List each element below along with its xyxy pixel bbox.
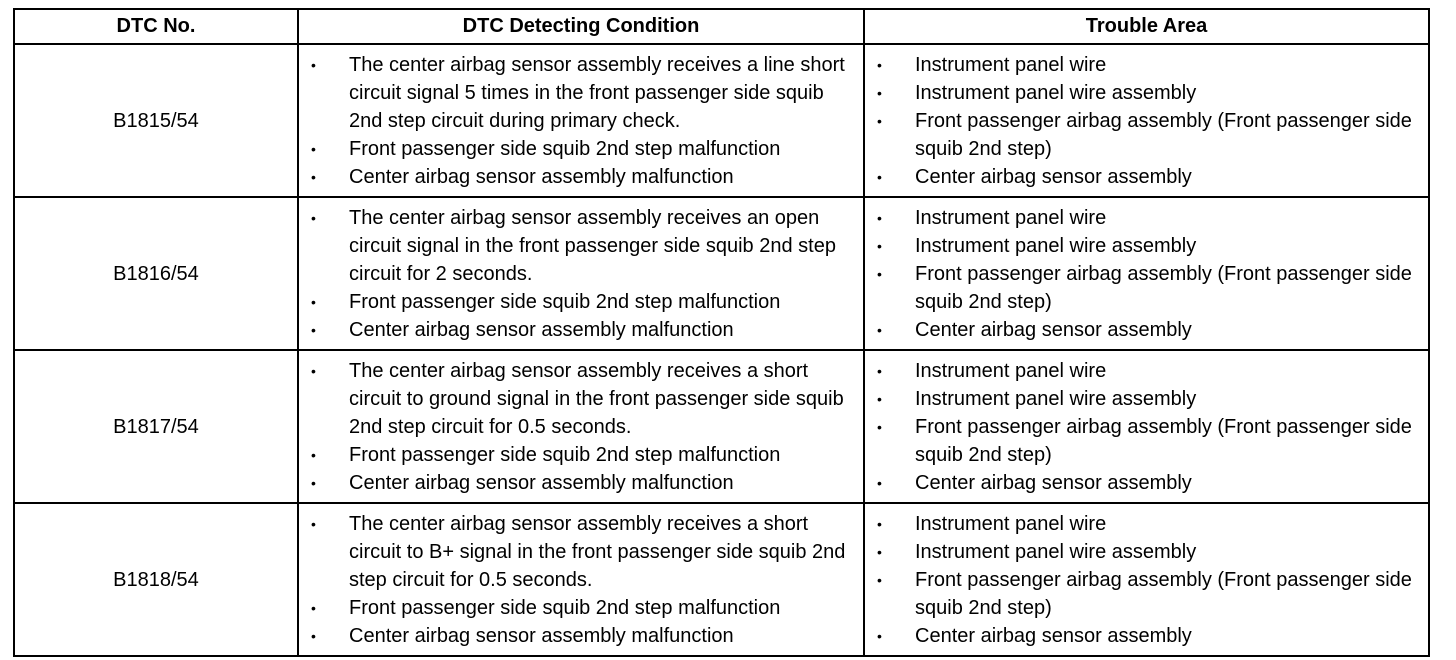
detecting-condition-cell xyxy=(298,197,864,350)
trouble-area-text: Front passenger airbag assembly (Front passenger side squib 2nd step) xyxy=(915,416,1412,466)
trouble-area-text: Center airbag sensor assembly xyxy=(915,319,1192,341)
detecting-condition-text: Center airbag sensor assembly malfunction xyxy=(349,472,734,494)
bullet-icon: • xyxy=(877,391,882,407)
detecting-condition-item xyxy=(299,441,863,469)
bullet-icon: • xyxy=(877,113,882,129)
trouble-area-item xyxy=(865,538,1428,566)
trouble-area-cell xyxy=(864,503,1429,656)
trouble-area-list xyxy=(865,51,1428,191)
detecting-condition-item xyxy=(299,357,863,441)
dtc-code-cell xyxy=(14,503,298,656)
detecting-condition-text: Front passenger side squib 2nd step malfunction xyxy=(349,138,781,160)
table-body xyxy=(14,44,1429,656)
detecting-condition-text: Front passenger side squib 2nd step malfunction xyxy=(349,291,781,313)
bullet-icon: • xyxy=(877,85,882,101)
detecting-condition-text: Center airbag sensor assembly malfunction xyxy=(349,166,734,188)
trouble-area-text: Front passenger airbag assembly (Front passenger side squib 2nd step) xyxy=(915,263,1412,313)
detecting-condition-list xyxy=(299,51,863,191)
trouble-area-text: Instrument panel wire assembly xyxy=(915,235,1197,257)
bullet-icon: • xyxy=(877,544,882,560)
bullet-icon: • xyxy=(877,210,882,226)
bullet-icon: • xyxy=(311,141,316,157)
detecting-condition-item xyxy=(299,594,863,622)
bullet-icon: • xyxy=(311,516,316,532)
trouble-area-item xyxy=(865,79,1428,107)
bullet-icon: • xyxy=(311,447,316,463)
trouble-area-list xyxy=(865,204,1428,344)
trouble-area-item xyxy=(865,163,1428,191)
detecting-condition-cell xyxy=(298,503,864,656)
table-header xyxy=(14,9,1429,44)
detecting-condition-text: The center airbag sensor assembly receives a short circuit to B+ signal in the front passenger side squib 2nd step circuit for 0.5 seconds. xyxy=(349,513,846,591)
trouble-area-item xyxy=(865,469,1428,497)
bullet-icon: • xyxy=(311,169,316,185)
detecting-condition-item xyxy=(299,316,863,344)
trouble-area-text: Center airbag sensor assembly xyxy=(915,625,1192,647)
bullet-icon: • xyxy=(311,210,316,226)
header-detecting-condition: DTC Detecting Condition xyxy=(298,9,864,44)
trouble-area-text: Instrument panel wire xyxy=(915,360,1107,382)
dtc-table xyxy=(13,8,1430,657)
trouble-area-cell xyxy=(864,350,1429,503)
trouble-area-item xyxy=(865,316,1428,344)
table-row xyxy=(14,350,1429,503)
dtc-code-cell xyxy=(14,350,298,503)
detecting-condition-text: Center airbag sensor assembly malfunction xyxy=(349,319,734,341)
trouble-area-list xyxy=(865,510,1428,650)
bullet-icon: • xyxy=(311,600,316,616)
detecting-condition-item xyxy=(299,469,863,497)
dtc-code-cell xyxy=(14,197,298,350)
bullet-icon: • xyxy=(877,572,882,588)
trouble-area-list xyxy=(865,357,1428,497)
table-row xyxy=(14,503,1429,656)
bullet-icon: • xyxy=(877,266,882,282)
detecting-condition-cell xyxy=(298,44,864,197)
bullet-icon: • xyxy=(877,169,882,185)
trouble-area-text: Center airbag sensor assembly xyxy=(915,166,1192,188)
trouble-area-item xyxy=(865,260,1428,316)
detecting-condition-text: Front passenger side squib 2nd step malfunction xyxy=(349,597,781,619)
detecting-condition-text: Center airbag sensor assembly malfunction xyxy=(349,625,734,647)
detecting-condition-list xyxy=(299,357,863,497)
dtc-code: B1818/54 xyxy=(113,568,199,591)
header-trouble-area: Trouble Area xyxy=(864,9,1429,44)
bullet-icon: • xyxy=(311,475,316,491)
trouble-area-item xyxy=(865,510,1428,538)
bullet-icon: • xyxy=(877,238,882,254)
trouble-area-item xyxy=(865,357,1428,385)
bullet-icon: • xyxy=(877,475,882,491)
trouble-area-text: Center airbag sensor assembly xyxy=(915,472,1192,494)
trouble-area-text: Front passenger airbag assembly (Front passenger side squib 2nd step) xyxy=(915,110,1412,160)
trouble-area-text: Instrument panel wire assembly xyxy=(915,541,1197,563)
trouble-area-item xyxy=(865,413,1428,469)
trouble-area-item xyxy=(865,385,1428,413)
table-row xyxy=(14,44,1429,197)
bullet-icon: • xyxy=(311,363,316,379)
trouble-area-item xyxy=(865,232,1428,260)
bullet-icon: • xyxy=(311,322,316,338)
bullet-icon: • xyxy=(877,322,882,338)
dtc-code-cell xyxy=(14,44,298,197)
trouble-area-text: Instrument panel wire xyxy=(915,207,1107,229)
trouble-area-cell xyxy=(864,197,1429,350)
bullet-icon: • xyxy=(877,363,882,379)
detecting-condition-text: The center airbag sensor assembly receives a short circuit to ground signal in the front passenger side squib 2nd step circuit for 0.5 seconds. xyxy=(349,360,844,438)
detecting-condition-item xyxy=(299,135,863,163)
bullet-icon: • xyxy=(311,294,316,310)
header-dtc-no: DTC No. xyxy=(14,9,298,44)
detecting-condition-cell xyxy=(298,350,864,503)
detecting-condition-item xyxy=(299,204,863,288)
bullet-icon: • xyxy=(311,57,316,73)
bullet-icon: • xyxy=(877,419,882,435)
trouble-area-text: Instrument panel wire assembly xyxy=(915,82,1197,104)
detecting-condition-text: Front passenger side squib 2nd step malfunction xyxy=(349,444,781,466)
table-row xyxy=(14,197,1429,350)
trouble-area-item xyxy=(865,566,1428,622)
dtc-code: B1815/54 xyxy=(113,109,199,132)
bullet-icon: • xyxy=(311,628,316,644)
detecting-condition-item xyxy=(299,163,863,191)
bullet-icon: • xyxy=(877,516,882,532)
trouble-area-item xyxy=(865,51,1428,79)
trouble-area-item xyxy=(865,107,1428,163)
trouble-area-text: Instrument panel wire xyxy=(915,513,1107,535)
detecting-condition-item xyxy=(299,288,863,316)
bullet-icon: • xyxy=(877,57,882,73)
trouble-area-text: Front passenger airbag assembly (Front passenger side squib 2nd step) xyxy=(915,569,1412,619)
dtc-code: B1816/54 xyxy=(113,262,199,285)
header-row xyxy=(14,9,1429,44)
bullet-icon: • xyxy=(877,628,882,644)
trouble-area-cell xyxy=(864,44,1429,197)
trouble-area-item xyxy=(865,622,1428,650)
trouble-area-text: Instrument panel wire xyxy=(915,54,1107,76)
detecting-condition-item xyxy=(299,510,863,594)
trouble-area-text: Instrument panel wire assembly xyxy=(915,388,1197,410)
dtc-code: B1817/54 xyxy=(113,415,199,438)
trouble-area-item xyxy=(865,204,1428,232)
detecting-condition-item xyxy=(299,51,863,135)
detecting-condition-list xyxy=(299,204,863,344)
detecting-condition-item xyxy=(299,622,863,650)
detecting-condition-text: The center airbag sensor assembly receives an open circuit signal in the front passenger side squib 2nd step circuit for 2 seconds. xyxy=(349,207,836,285)
detecting-condition-text: The center airbag sensor assembly receives a line short circuit signal 5 times in the front passenger side squib 2nd step circuit during primary check. xyxy=(349,54,845,132)
detecting-condition-list xyxy=(299,510,863,650)
